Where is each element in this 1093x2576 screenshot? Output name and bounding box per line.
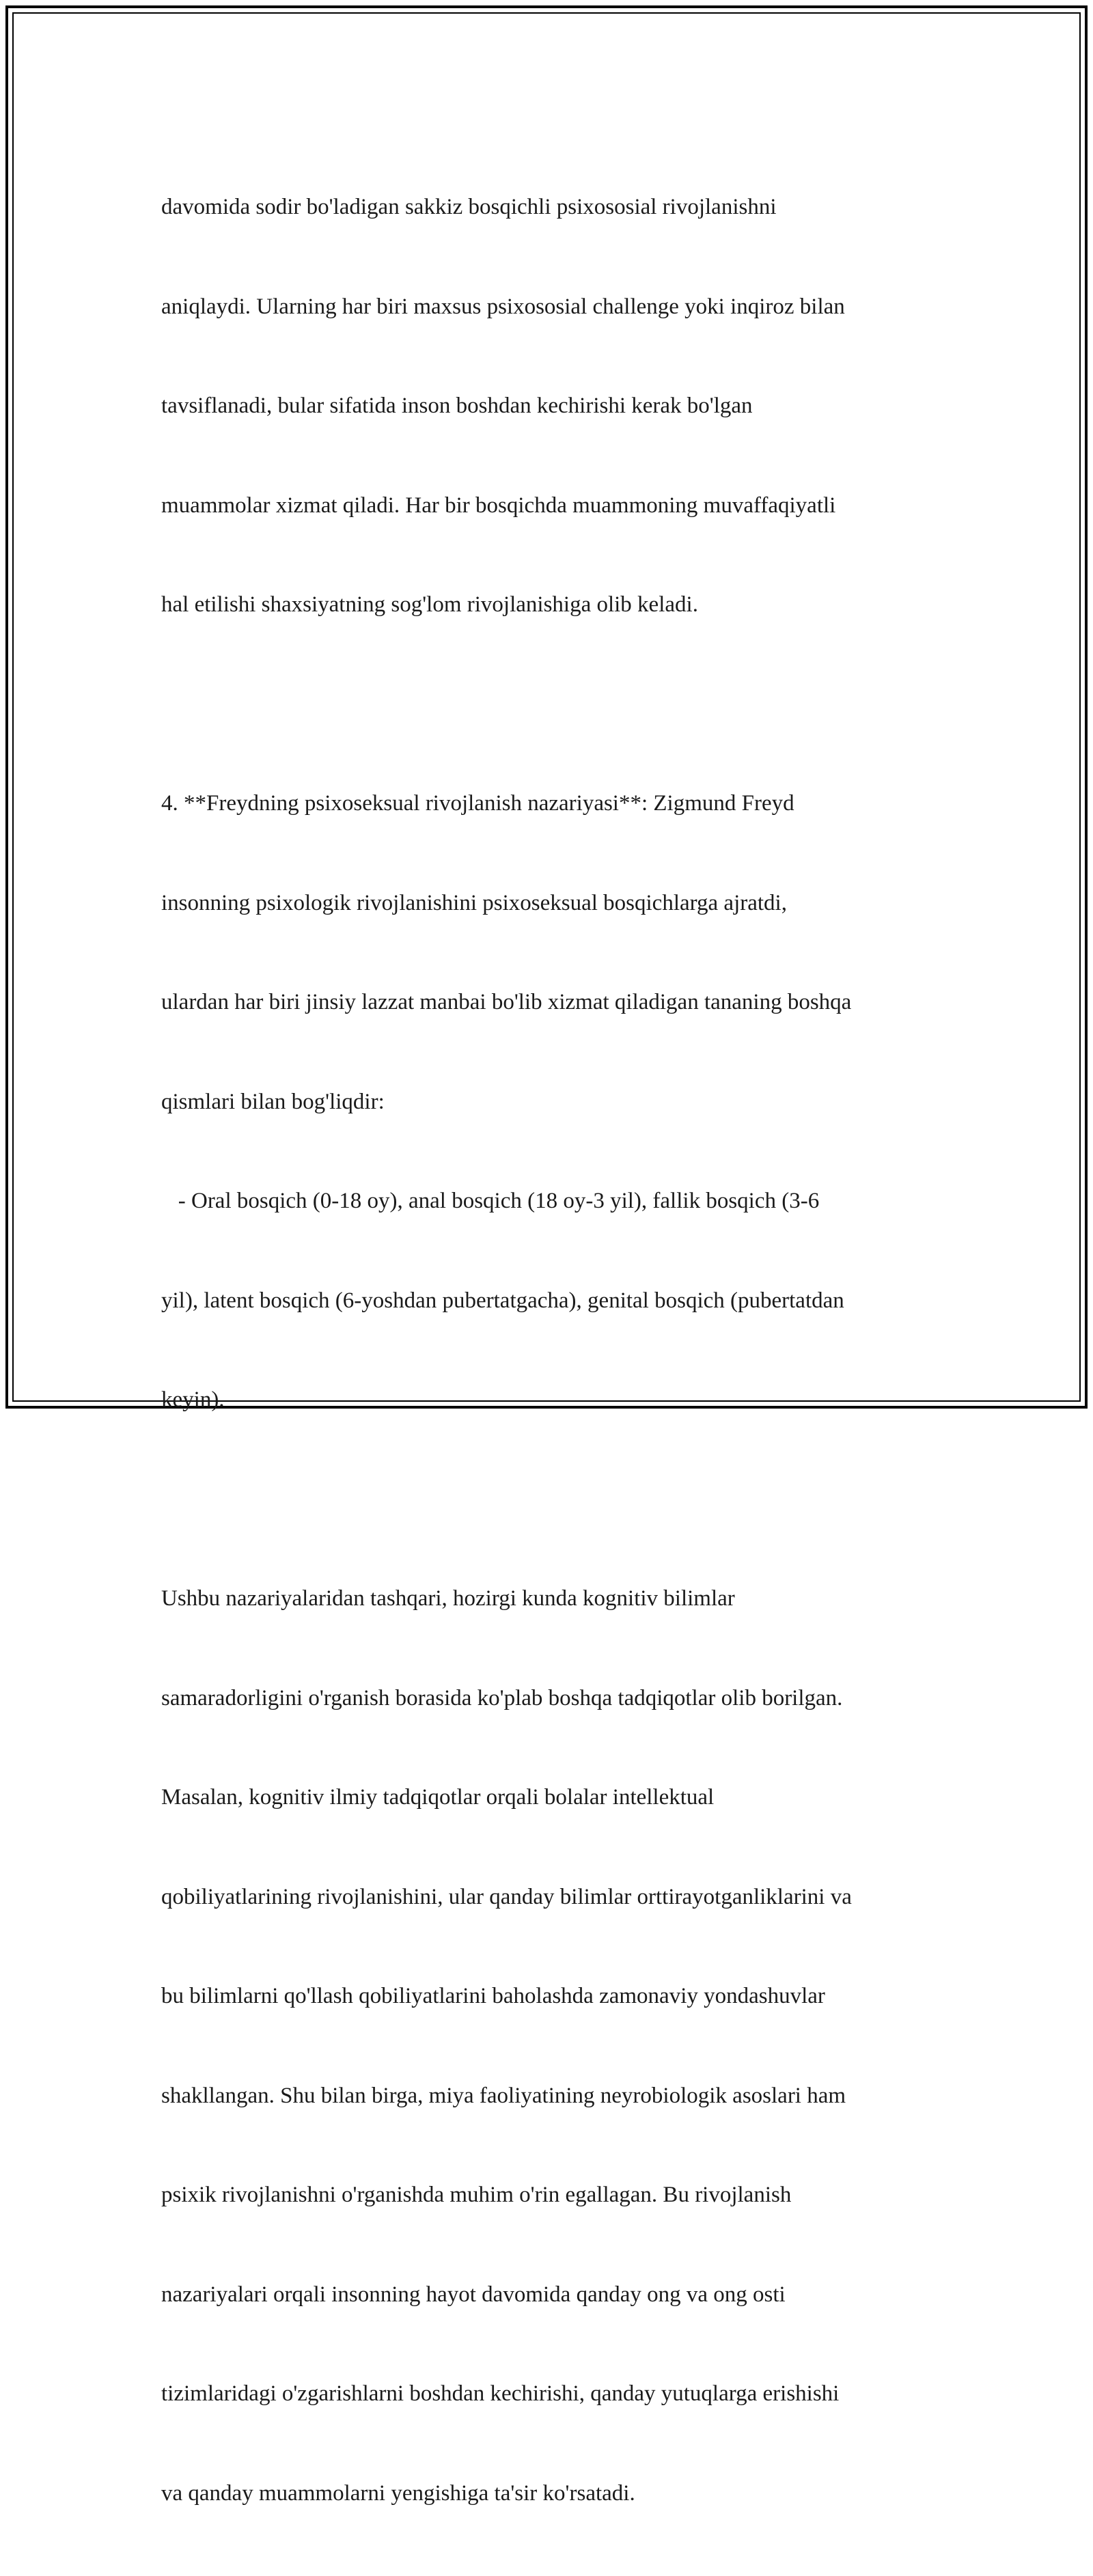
text-line: qismlari bilan bog'liqdir: [161,1089,385,1114]
text-line: aniqlaydi. Ularning har biri maxsus psixososial challenge yoki inqiroz bilan [161,294,845,319]
text-line: hal etilishi shaxsiyatning sog'lom rivojlanishiga olib keladi. [161,592,698,617]
text-line: qobiliyatlarining rivojlanishini, ular qanday bilimlar orttirayotganliklarini va [161,1884,852,1909]
text-line: ulardan har biri jinsiy lazzat manbai bo'lib xizmat qiladigan tananing boshqa [161,990,852,1014]
paragraph-gap [161,688,947,721]
text-line: davomida sodir bo'ladigan sakkiz bosqichli psixososial rivojlanishni [161,195,777,219]
text-line: nazariyalari orqali insonning hayot davomida qanday ong va ong osti [161,2282,786,2307]
list-item-stages: - Oral bosqich (0-18 oy), anal bosqich (18 oy-3 yil), fallik bosqich (3-6 [161,1189,820,1213]
paragraph-conclusion [161,1516,947,2576]
text-line: muammolar xizmat qiladi. Har bir bosqichda muammoning muvaffaqiyatli [161,493,836,518]
text-line: va qanday muammolarni yengishiga ta'sir ko'rsatadi. [161,2480,635,2506]
text-line: 4. **Freydning psixoseksual rivojlanish nazariyasi**: Zigmund Freyd [161,791,794,816]
text-line: shakllangan. Shu bilan birga, miya faoliyatining neyrobiologik asoslari ham [161,2083,846,2108]
text-line: keyin). [161,1387,225,1412]
text-line: yil), latent bosqich (6-yoshdan pubertatgacha), genital bosqich (pubertatdan [161,1288,844,1313]
text-line: tavsiflanadi, bular sifatida inson boshdan kechirishi kerak bo'lgan [161,393,753,418]
text-line: Masalan, kognitiv ilmiy tadqiqotlar orqali bolalar intellektual [161,1785,715,1810]
document-body [161,124,947,2576]
text-line: samaradorligini o'rganish borasida ko'plab boshqa tadqiqotlar olib borilgan. [161,1685,843,1711]
text-line: insonning psixologik rivojlanishini psixoseksual bosqichlarga ajratdi, [161,890,787,915]
paragraph-gap [161,1483,947,1516]
text-line: Ushbu nazariyalaridan tashqari, hozirgi kunda kognitiv bilimlar [161,1586,735,1611]
text-line: tizimlaridagi o'zgarishlarni boshdan kechirishi, qanday yutuqlarga erishishi [161,2381,840,2406]
paragraph-freud-theory [161,721,947,1483]
text-line: bu bilimlarni qo'llash qobiliyatlarini baholashda zamonaviy yondashuvlar [161,1984,825,2008]
paragraph-psychosocial-continuation [161,124,947,688]
text-line: psixik rivojlanishni o'rganishda muhim o'rin egallagan. Bu rivojlanish [161,2183,792,2207]
